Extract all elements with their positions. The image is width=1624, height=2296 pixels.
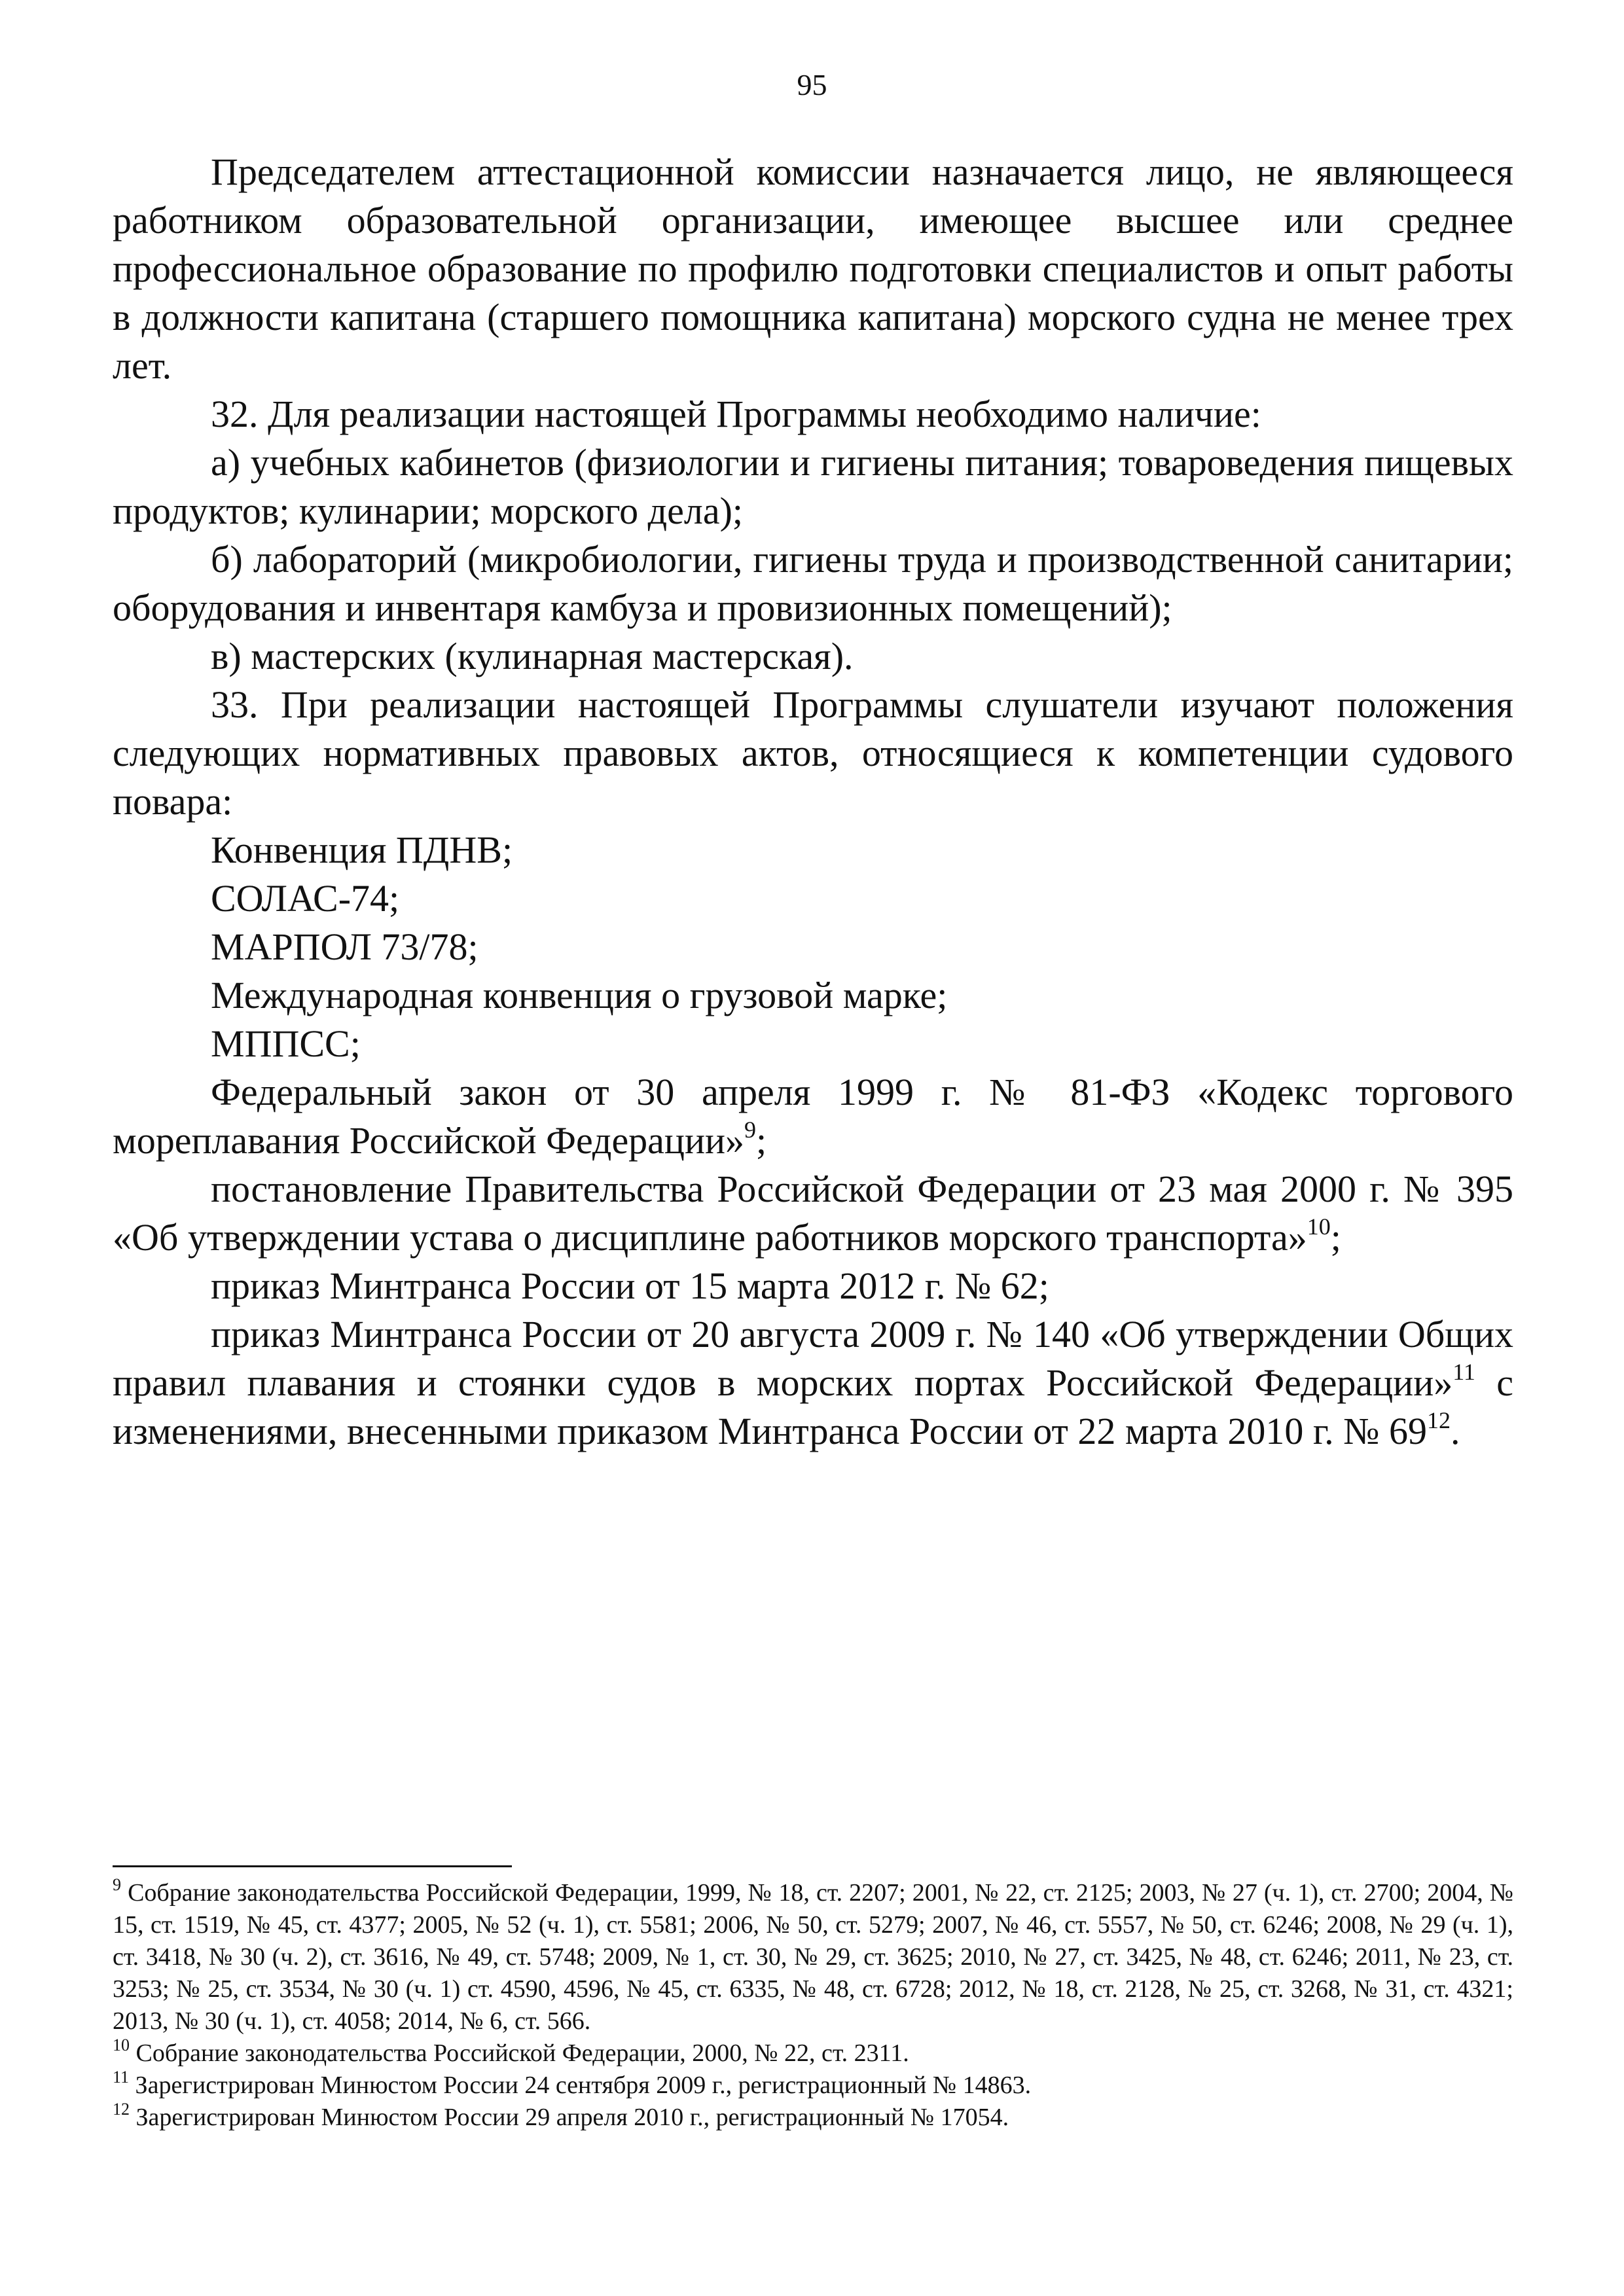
paragraph-chairman: Председателем аттестационной комиссии назначается лицо, не являющееся работником образовательной организации, имеющее высшее или среднее профессиональное образование по профилю подготовки специалистов и опыт работы в должности капитана (старшего помощника капитана) морского судна не менее трех лет. bbox=[113, 151, 1513, 387]
list-item-c: в) мастерских (кулинарная мастерская). bbox=[211, 635, 854, 677]
footnote-ref-9: 9 bbox=[744, 1116, 757, 1143]
footnote-9: $^9$ Собрание законодательства Российской Федерации, 1999, № 18, ст. 2207; 2001, № 22, ст. 2125; 2003, № 27 (ч. 1), ст. 2700; 2004, № 15, ст. 1519, № 45, ст. 4377; 2005, № 52 (ч. 1), ст. 5581; 2006, № 50, ст. 5279; 2007, № 46, ст. 5557, № 50, ст. 6246; 2008, № 29 (ч. 1), ст. 3418, № 30 (ч. 2), ст. 3616, № 49, ст. 5748; 2009, № 1, ст. 30, № 29, ст. 3625; 2010, № 27, ст. 3425, № 48, ст. 6246; 2011, № 23, ст. 3253; № 25, ст. 3534, № 30 (ч. 1) ст. 4590, 4596, № 45, ст. 6335, № 48, ст. 6728; 2012, № 18, ст. 2128, № 25, ст. 3268, № 31, ст. 4321; 2013, № 30 (ч. 1), ст. 4058; 2014, № 6, ст. 566. bbox=[113, 1875, 1514, 2035]
page-number: 95 bbox=[797, 68, 827, 101]
document-body bbox=[113, 148, 1513, 1456]
act-solas: СОЛАС-74; bbox=[211, 877, 400, 920]
footnote-ref-10: 10 bbox=[1307, 1213, 1331, 1240]
list-item-a: а) учебных кабинетов (физиологии и гигиены питания; товароведения пищевых продуктов; кулинарии; морского дела); bbox=[113, 441, 1513, 532]
act-marpol: МАРПОЛ 73/78; bbox=[211, 925, 478, 968]
footnote-11: $^{11}$ Зарегистрирован Минюстом России 24 сентября 2009 г., регистрационный № 14863. bbox=[113, 2068, 1032, 2099]
act-stcw: Конвенция ПДНВ; bbox=[211, 829, 513, 871]
footnotes bbox=[113, 1877, 1513, 2134]
act-government-decree: постановление Правительства Российской Федерации от 23 мая 2000 г. № 395 «Об утверждении устава о дисциплине работников морского транспорта»$^{10}$; bbox=[113, 1168, 1513, 1259]
act-order-62: приказ Минтранса России от 15 марта 2012 г. № 62; bbox=[211, 1265, 1049, 1307]
footnote-separator bbox=[113, 1865, 512, 1867]
act-order-140: приказ Минтранса России от 20 августа 2009 г. № 140 «Об утверждении Общих правил плавания и стоянки судов в морских портах Российской Федерации»$^{11}$ с изменениями, внесенными приказом Минтранса России от 22 марта 2010 г. № $69^{12}$. bbox=[113, 1313, 1513, 1452]
list-item-b: б) лабораторий (микробиологии, гигиены труда и производственной санитарии; оборудования и инвентаря камбуза и провизионных помещений); bbox=[113, 538, 1513, 629]
act-federal-law: Федеральный закон от 30 апреля 1999 г. № 81-ФЗ «Кодекс торгового мореплавания Российской Федерации»$^9$; bbox=[113, 1071, 1513, 1162]
footnote-10: $^{10}$ Собрание законодательства Российской Федерации, 2000, № 22, ст. 2311. bbox=[113, 2036, 909, 2067]
footnote-ref-12: 12 bbox=[1427, 1407, 1451, 1433]
footnote-ref-11: 11 bbox=[1453, 1358, 1475, 1385]
act-colreg: МППСС; bbox=[211, 1022, 361, 1065]
footnote-12: $^{12}$ Зарегистрирован Минюстом России 29 апреля 2010 г., регистрационный № 17054. bbox=[113, 2100, 1009, 2131]
paragraph-33: 33. При реализации настоящей Программы слушатели изучают положения следующих нормативных правовых актов, относящиеся к компетенции судового повара: bbox=[113, 683, 1513, 823]
paragraph-32: 32. Для реализации настоящей Программы необходимо наличие: bbox=[211, 393, 1261, 435]
act-load-line: Международная конвенция о грузовой марке; bbox=[211, 974, 948, 1016]
